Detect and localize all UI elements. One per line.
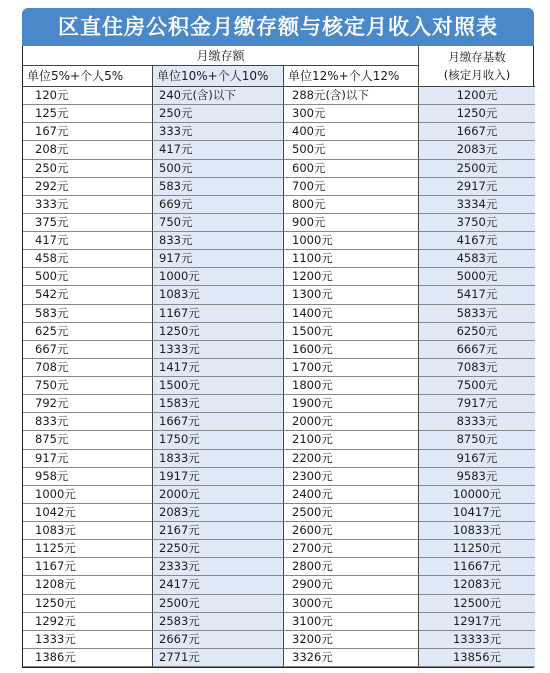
table-cell: 500元 bbox=[153, 160, 284, 178]
header-base bbox=[419, 46, 535, 87]
table-frame bbox=[22, 8, 534, 668]
table-cell: 2000元 bbox=[153, 486, 284, 504]
header-col-12pct: 单位12%+个人12% bbox=[284, 66, 419, 87]
table-cell: 1292元 bbox=[23, 613, 153, 631]
table-cell: 375元 bbox=[23, 214, 153, 232]
table-cell: 1300元 bbox=[284, 286, 419, 304]
table-cell: 400元 bbox=[284, 123, 419, 141]
table-cell: 5833元 bbox=[419, 305, 535, 323]
table-cell: 2250元 bbox=[153, 540, 284, 558]
table-cell: 500元 bbox=[284, 141, 419, 159]
table-cell: 2083元 bbox=[153, 504, 284, 522]
table-cell: 583元 bbox=[23, 305, 153, 323]
table-cell: 2083元 bbox=[419, 141, 535, 159]
table-cell: 3200元 bbox=[284, 631, 419, 649]
table-cell: 167元 bbox=[23, 123, 153, 141]
table-cell: 458元 bbox=[23, 250, 153, 268]
table-cell: 1167元 bbox=[153, 305, 284, 323]
table-cell: 2917元 bbox=[419, 178, 535, 196]
data-table bbox=[22, 46, 534, 668]
table-cell: 2200元 bbox=[284, 450, 419, 468]
table-cell: 12083元 bbox=[419, 576, 535, 594]
table-cell: 1600元 bbox=[284, 341, 419, 359]
header-base-line2: (核定月收入) bbox=[443, 68, 511, 82]
table-cell: 3750元 bbox=[419, 214, 535, 232]
table-cell: 1000元 bbox=[153, 268, 284, 286]
table-cell: 542元 bbox=[23, 286, 153, 304]
table-cell: 11667元 bbox=[419, 558, 535, 576]
table-cell: 1000元 bbox=[284, 232, 419, 250]
table-cell: 4167元 bbox=[419, 232, 535, 250]
table-cell: 3100元 bbox=[284, 613, 419, 631]
table-cell: 333元 bbox=[153, 123, 284, 141]
table-cell: 667元 bbox=[23, 341, 153, 359]
table-cell: 11250元 bbox=[419, 540, 535, 558]
table-cell: 1042元 bbox=[23, 504, 153, 522]
table-cell: 1700元 bbox=[284, 359, 419, 377]
table-cell: 12917元 bbox=[419, 613, 535, 631]
table-cell: 1400元 bbox=[284, 305, 419, 323]
table-title: 区直住房公积金月缴存额与核定月收入对照表 bbox=[22, 8, 534, 46]
table-cell: 240元(含)以下 bbox=[153, 87, 284, 105]
table-cell: 2500元 bbox=[284, 504, 419, 522]
table-cell: 13856元 bbox=[419, 649, 535, 667]
table-cell: 500元 bbox=[23, 268, 153, 286]
table-cell: 1167元 bbox=[23, 558, 153, 576]
table-cell: 6250元 bbox=[419, 323, 535, 341]
table-cell: 800元 bbox=[284, 196, 419, 214]
table-cell: 750元 bbox=[23, 377, 153, 395]
table-cell: 875元 bbox=[23, 431, 153, 449]
table-cell: 5417元 bbox=[419, 286, 535, 304]
table-cell: 2771元 bbox=[153, 649, 284, 667]
table-cell: 1200元 bbox=[419, 87, 535, 105]
table-cell: 669元 bbox=[153, 196, 284, 214]
table-cell: 1667元 bbox=[419, 123, 535, 141]
table-cell: 5000元 bbox=[419, 268, 535, 286]
table-cell: 625元 bbox=[23, 323, 153, 341]
table-cell: 3326元 bbox=[284, 649, 419, 667]
table-cell: 250元 bbox=[23, 160, 153, 178]
table-cell: 583元 bbox=[153, 178, 284, 196]
table-cell: 700元 bbox=[284, 178, 419, 196]
table-cell: 125元 bbox=[23, 105, 153, 123]
table-cell: 750元 bbox=[153, 214, 284, 232]
table-cell: 1583元 bbox=[153, 395, 284, 413]
table-cell: 1100元 bbox=[284, 250, 419, 268]
table-cell: 1250元 bbox=[419, 105, 535, 123]
table-cell: 2400元 bbox=[284, 486, 419, 504]
table-cell: 417元 bbox=[23, 232, 153, 250]
table-cell: 917元 bbox=[153, 250, 284, 268]
table-cell: 7500元 bbox=[419, 377, 535, 395]
table-cell: 2600元 bbox=[284, 522, 419, 540]
table-cell: 2300元 bbox=[284, 468, 419, 486]
table-cell: 208元 bbox=[23, 141, 153, 159]
table-cell: 9583元 bbox=[419, 468, 535, 486]
table-cell: 792元 bbox=[23, 395, 153, 413]
table-cell: 300元 bbox=[284, 105, 419, 123]
table-cell: 917元 bbox=[23, 450, 153, 468]
table-cell: 2800元 bbox=[284, 558, 419, 576]
header-base-line1: 月缴存基数 bbox=[448, 50, 506, 64]
table-cell: 1500元 bbox=[153, 377, 284, 395]
table-cell: 3334元 bbox=[419, 196, 535, 214]
table-cell: 120元 bbox=[23, 87, 153, 105]
table-cell: 333元 bbox=[23, 196, 153, 214]
table-cell: 2000元 bbox=[284, 413, 419, 431]
table-cell: 1386元 bbox=[23, 649, 153, 667]
table-cell: 8750元 bbox=[419, 431, 535, 449]
table-cell: 292元 bbox=[23, 178, 153, 196]
table-cell: 7917元 bbox=[419, 395, 535, 413]
table-cell: 2500元 bbox=[153, 595, 284, 613]
table-cell: 1250元 bbox=[153, 323, 284, 341]
table-cell: 708元 bbox=[23, 359, 153, 377]
table-cell: 250元 bbox=[153, 105, 284, 123]
table-cell: 4583元 bbox=[419, 250, 535, 268]
table-cell: 2333元 bbox=[153, 558, 284, 576]
table-cell: 1800元 bbox=[284, 377, 419, 395]
table-cell: 2583元 bbox=[153, 613, 284, 631]
table-cell: 1250元 bbox=[23, 595, 153, 613]
table-cell: 833元 bbox=[153, 232, 284, 250]
table-cell: 1417元 bbox=[153, 359, 284, 377]
table-cell: 833元 bbox=[23, 413, 153, 431]
header-col-10pct: 单位10%+个人10% bbox=[153, 66, 284, 87]
table-cell: 1125元 bbox=[23, 540, 153, 558]
table-cell: 2900元 bbox=[284, 576, 419, 594]
table-cell: 1500元 bbox=[284, 323, 419, 341]
header-col-5pct: 单位5%+个人5% bbox=[23, 66, 153, 87]
table-cell: 1083元 bbox=[23, 522, 153, 540]
table-cell: 1200元 bbox=[284, 268, 419, 286]
table-cell: 2667元 bbox=[153, 631, 284, 649]
table-cell: 10000元 bbox=[419, 486, 535, 504]
table-cell: 13333元 bbox=[419, 631, 535, 649]
table-cell: 1917元 bbox=[153, 468, 284, 486]
table-cell: 1750元 bbox=[153, 431, 284, 449]
table-cell: 1083元 bbox=[153, 286, 284, 304]
table-cell: 7083元 bbox=[419, 359, 535, 377]
header-group-monthly-deposit: 月缴存额 bbox=[23, 46, 419, 66]
table-cell: 8333元 bbox=[419, 413, 535, 431]
table-cell: 10417元 bbox=[419, 504, 535, 522]
table-cell: 10833元 bbox=[419, 522, 535, 540]
table-cell: 1000元 bbox=[23, 486, 153, 504]
table-cell: 600元 bbox=[284, 160, 419, 178]
table-cell: 1900元 bbox=[284, 395, 419, 413]
table-cell: 12500元 bbox=[419, 595, 535, 613]
table-cell: 900元 bbox=[284, 214, 419, 232]
table-cell: 1833元 bbox=[153, 450, 284, 468]
table-cell: 2417元 bbox=[153, 576, 284, 594]
table-cell: 2700元 bbox=[284, 540, 419, 558]
table-cell: 2167元 bbox=[153, 522, 284, 540]
table-cell: 2100元 bbox=[284, 431, 419, 449]
table-cell: 958元 bbox=[23, 468, 153, 486]
table-cell: 1667元 bbox=[153, 413, 284, 431]
table-cell: 9167元 bbox=[419, 450, 535, 468]
table-cell: 6667元 bbox=[419, 341, 535, 359]
table-cell: 1208元 bbox=[23, 576, 153, 594]
table-cell: 1333元 bbox=[23, 631, 153, 649]
table-cell: 1333元 bbox=[153, 341, 284, 359]
table-cell: 3000元 bbox=[284, 595, 419, 613]
table-cell: 288元(含)以下 bbox=[284, 87, 419, 105]
table-cell: 417元 bbox=[153, 141, 284, 159]
table-cell: 2500元 bbox=[419, 160, 535, 178]
